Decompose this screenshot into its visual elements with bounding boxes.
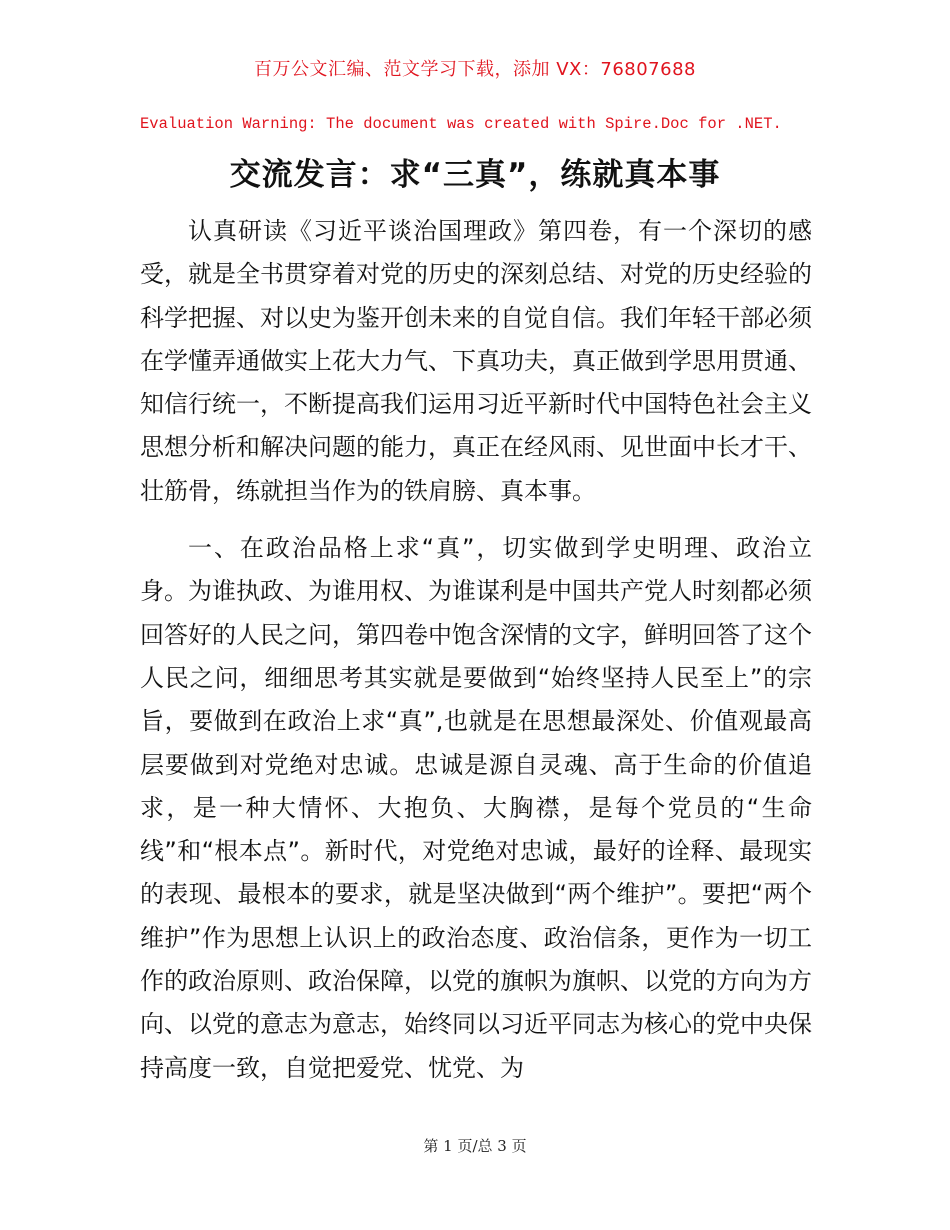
paragraph-intro: 认真研读《习近平谈治国理政》第四卷，有一个深切的感受，就是全书贯穿着对党的历史的深刻总结、对党的历史经验的科学把握、对以史为鉴开创未来的自觉自信。我们年轻干部必须在学懂弄通做实上花大力气、下真功夫，真正做到学思用贯通、知信行统一，不断提高我们运用习近平新时代中国特色社会主义思想分析和解决问题的能力，真正在经风雨、见世面中长才干、壮筋骨，练就担当作为的铁肩膀、真本事。 — [140, 217, 812, 505]
page-footer: 第 1 页/总 3 页 — [423, 1137, 527, 1155]
document-title: 交流发言：求“三真”，练就真本事 — [229, 157, 721, 193]
paragraph-section-one: 一、在政治品格上求“真”，切实做到学史明理、政治立身。为谁执政、为谁用权、为谁谋利是中国共产党人时刻都必须回答好的人民之问，第四卷中饱含深情的文字，鲜明回答了这个人民之问，细细思考其实就是要做到“始终坚持人民至上”的宗旨，要做到在政治上求“真”,也就是在思想最深处、价值观最高层要做到对党绝对忠诚。忠诚是源自灵魂、高于生命的价值追求，是一种大情怀、大抱负、大胸襟，是每个党员的“生命线”和“根本点”。新时代，对党绝对忠诚，最好的诠释、最现实的表现、最根本的要求，就是坚决做到“两个维护”。要把“两个维护”作为思想上认识上的政治态度、政治信条，更作为一切工作的政治原则、政治保障，以党的旗帜为旗帜、以党的方向为方向、以党的意志为意志，始终同以习近平同志为核心的党中央保持高度一致，自觉把爱党、忧党、为 — [140, 534, 812, 1082]
evaluation-warning: Evaluation Warning: The document was created with Spire.Doc for .NET. — [140, 115, 782, 133]
document-body — [140, 210, 812, 1090]
header-banner: 百万公文汇编、范文学习下载，添加 VX：76807688 — [254, 59, 696, 80]
